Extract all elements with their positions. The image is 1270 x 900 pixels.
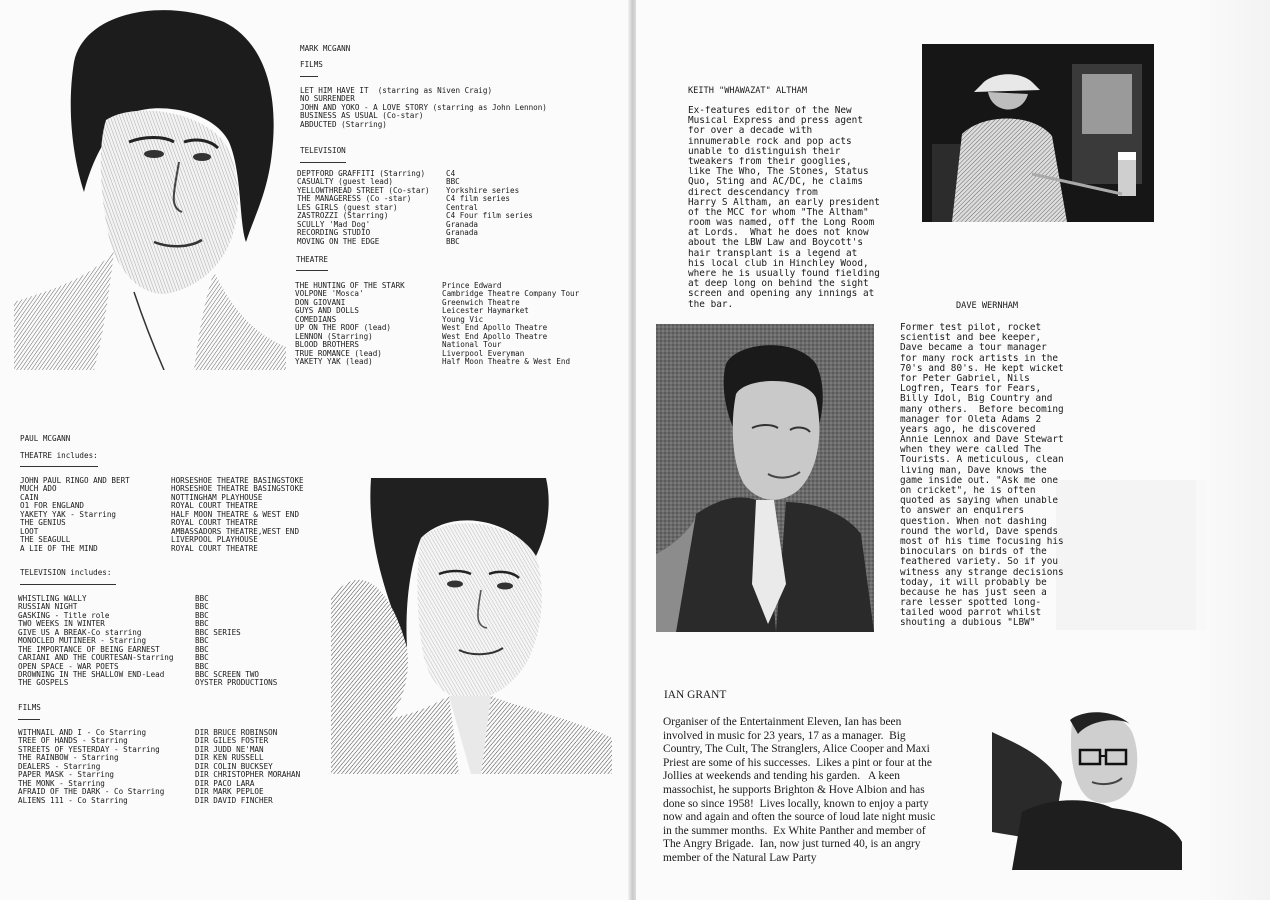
paul-theatre-heading: THEATRE includes:: [20, 451, 98, 460]
table-cell: LES GIRLS (guest star): [297, 203, 398, 212]
bio-line: question. When not dashing: [900, 516, 1047, 527]
bleed-through: [1196, 0, 1270, 900]
table-cell: Prince Edward: [442, 282, 502, 290]
mark-films-list: [300, 87, 547, 129]
paul-theatre-venues: [171, 477, 304, 553]
table-cell: Cambridge Theatre Company Tour: [442, 290, 580, 299]
table-cell: OPEN SPACE - WAR POETS: [18, 662, 119, 671]
table-cell: THE SEAGULL: [20, 536, 71, 545]
mark-theatre-titles: [295, 282, 405, 366]
divider: [300, 162, 346, 163]
bio-line: massochist, he supports Brighton & Hove Albion and has: [663, 783, 925, 796]
right-page: [636, 0, 1270, 900]
bio-line: Jollies at weekends and tending his garden. A keen: [663, 770, 900, 783]
table-cell: National Tour: [442, 341, 502, 350]
table-cell: ALIENS 111 - Co Starring: [18, 796, 128, 805]
table-cell: Half Moon Theatre & West End: [442, 357, 571, 366]
divider: [296, 270, 328, 271]
list-item: NO SURRENDER: [300, 95, 355, 104]
bio-line: of the MCC for whom "The Altham": [688, 207, 869, 218]
bio-line: screen and opening any innings at: [688, 289, 875, 300]
table-cell: THE MANAGERESS (Co -star): [297, 195, 412, 204]
bio-line: living man, Dave knows the: [900, 465, 1047, 476]
bio-line: many others. Before becoming: [900, 404, 1064, 415]
table-cell: BBC: [195, 595, 209, 603]
bio-line: now and again and often the source of loud late night music: [663, 811, 936, 824]
table-cell: O1 FOR ENGLAND: [20, 502, 85, 511]
bio-line: on cricket", he is often: [900, 486, 1036, 496]
table-cell: A LIE OF THE MIND: [20, 544, 98, 553]
table-cell: C4: [446, 170, 456, 178]
keith-altham-photo: [922, 44, 1154, 222]
table-cell: GIVE US A BREAK-Co starring: [18, 628, 142, 637]
table-cell: GUYS AND DOLLS: [295, 307, 360, 316]
divider: [20, 466, 98, 467]
table-cell: LOOT: [20, 527, 39, 536]
mark-mcgann-name: MARK MCGANN: [300, 44, 351, 53]
table-cell: THE GENIUS: [20, 519, 66, 528]
ian-grant-name: IAN GRANT: [664, 689, 727, 701]
table-cell: BBC SCREEN TWO: [195, 670, 260, 679]
bio-line: Ex-features editor of the New: [688, 106, 852, 116]
bio-line: in the summer months. Ex White Panther and member of: [663, 824, 926, 837]
bio-line: Billy Idol, Big Country and: [900, 394, 1053, 405]
table-cell: GASKING - Title role: [18, 611, 110, 620]
table-cell: Young Vic: [442, 315, 484, 324]
bio-line: manager for Oleta Adams 2: [900, 414, 1042, 425]
table-cell: West End Apollo Theatre: [442, 332, 548, 341]
bio-line: Former test pilot, rocket: [900, 323, 1042, 333]
dave-wernham-bio: [900, 323, 1064, 629]
table-cell: CARIANI AND THE COURTESAN-Starring: [18, 654, 174, 663]
table-cell: DIR BRUCE ROBINSON: [195, 729, 278, 737]
table-cell: DEPTFORD GRAFFITI (Starring): [297, 170, 426, 178]
bio-line: Musical Express and press agent: [688, 116, 863, 127]
bio-line: at Lords. What he does not know: [688, 228, 869, 239]
paul-theatre-titles: [20, 477, 130, 553]
table-cell: UP ON THE ROOF (lead): [295, 324, 392, 333]
bio-line: rare lesser spotted long-: [900, 598, 1042, 609]
table-cell: DIR COLIN BUCKSEY: [195, 762, 273, 771]
bio-line: Country, The Cult, The Stranglers, Alice Cooper and Maxi: [663, 743, 930, 756]
table-cell: WHISTLING WALLY: [18, 595, 87, 603]
paul-mcgann-name: PAUL MCGANN: [20, 434, 71, 443]
bio-line: unable to distinguish their: [688, 146, 841, 157]
table-cell: BBC: [195, 611, 209, 620]
table-cell: ROYAL COURT THEATRE: [171, 502, 258, 511]
left-page: [0, 0, 632, 900]
bio-line: involved in music for 23 years, 17 as a manager. Big: [663, 729, 906, 742]
table-cell: DROWNING IN THE SHALLOW END-Lead: [18, 670, 165, 679]
table-cell: LENNON (Starring): [295, 332, 373, 341]
table-cell: Central: [446, 203, 479, 212]
divider: [300, 76, 318, 77]
bio-line: witness any strange decisions: [900, 567, 1064, 578]
table-cell: AFRAID OF THE DARK - Co Starring: [18, 788, 165, 797]
table-cell: Liverpool Everyman: [442, 349, 525, 358]
ian-grant-photo: [992, 712, 1182, 870]
table-cell: SCULLY 'Mad Dog': [297, 220, 371, 229]
table-cell: BLOOD BROTHERS: [295, 341, 360, 350]
bleed-through: [1056, 480, 1206, 630]
table-cell: TWO WEEKS IN WINTER: [18, 620, 105, 629]
bio-line: 70's and 80's. He kept wicket: [900, 363, 1064, 374]
list-item: ABDUCTED (Starring): [300, 120, 387, 129]
table-cell: ROYAL COURT THEATRE: [171, 519, 258, 528]
table-cell: Greenwich Theatre: [442, 298, 520, 307]
list-item: JOHN AND YOKO - A LOVE STORY (starring as John Lennon): [300, 103, 547, 112]
table-cell: VOLPONE 'Mosca': [295, 290, 364, 299]
table-cell: BBC: [446, 178, 460, 187]
bio-line: at deep long on behind the sight: [688, 279, 869, 290]
divider: [18, 719, 40, 720]
mark-television-channels: [446, 170, 533, 246]
table-cell: DON GIOVANI: [295, 298, 346, 307]
table-cell: CASUALTY (guest lead): [297, 178, 394, 187]
bio-line: The Angry Brigade. Ian, now just turned 40, is an angry: [663, 838, 921, 851]
list-item: BUSINESS AS USUAL (Co-star): [300, 112, 424, 121]
bio-line: done so since 1958! Lives locally, known to enjoy a party: [663, 797, 929, 810]
bio-line: game inside out. "Ask me one: [900, 475, 1059, 486]
bio-line: most of his time focusing his: [900, 536, 1064, 547]
bio-line: Quo, Sting and AC/DC, he claims: [688, 177, 863, 188]
mark-films-heading: FILMS: [300, 60, 323, 69]
dave-wernham-name: DAVE WERNHAM: [956, 301, 1019, 311]
table-cell: Granada: [446, 220, 479, 229]
table-cell: BBC: [446, 237, 460, 246]
table-cell: TREE OF HANDS - Starring: [18, 737, 128, 746]
bio-line: Organiser of the Entertainment Eleven, Ian has been: [663, 716, 902, 728]
bio-line: Logfren, Tears for Fears,: [900, 384, 1042, 395]
paul-films-titles: [18, 729, 164, 805]
paul-films-directors: [195, 729, 300, 805]
bio-line: his local club in Hinchley Wood,: [688, 258, 869, 269]
table-cell: TRUE ROMANCE (lead): [295, 349, 382, 358]
divider: [20, 584, 116, 585]
table-cell: CAIN: [20, 493, 39, 502]
table-cell: DEALERS - Starring: [18, 762, 101, 771]
table-cell: MUCH ADO: [20, 485, 57, 494]
table-cell: STREETS OF YESTERDAY - Starring: [18, 745, 160, 754]
table-cell: BBC: [195, 637, 209, 646]
paul-films-heading: FILMS: [18, 703, 41, 712]
table-cell: Granada: [446, 229, 479, 238]
mark-theatre-venues: [442, 282, 579, 366]
bio-line: direct descendancy from: [688, 187, 818, 198]
mark-television-titles: [297, 170, 430, 246]
table-cell: ZASTROZZI (Starring): [297, 212, 389, 221]
paul-television-channels: [195, 595, 277, 688]
keith-altham-bio: [688, 106, 880, 310]
bio-line: for many rock artists in the: [900, 353, 1059, 364]
table-cell: HORSESHOE THEATRE BASINGSTOKE: [171, 485, 304, 494]
table-cell: BBC: [195, 620, 209, 629]
bio-line: round the world, Dave spends: [900, 526, 1059, 537]
table-cell: THE HUNTING OF THE STARK: [295, 282, 405, 290]
bio-line: Tourists. A meticulous, clean: [900, 455, 1064, 466]
table-cell: DIR KEN RUSSELL: [195, 754, 264, 763]
table-cell: DIR CHRISTOPHER MORAHAN: [195, 771, 301, 780]
table-cell: DIR MARK PEPLOE: [195, 788, 264, 797]
table-cell: NOTTINGHAM PLAYHOUSE: [171, 493, 263, 502]
bio-line: quoted as saying when unable: [900, 496, 1059, 507]
table-cell: THE GOSPELS: [18, 679, 69, 688]
table-cell: DIR DAVID FINCHER: [195, 796, 273, 805]
table-cell: OYSTER PRODUCTIONS: [195, 679, 278, 688]
bio-line: for Peter Gabriel, Nils: [900, 373, 1030, 384]
bio-line: years ago, he discovered: [900, 424, 1036, 435]
table-cell: PAPER MASK - Starring: [18, 771, 115, 780]
bio-line: where he is usually found fielding: [688, 269, 880, 279]
mark-theatre-heading: THEATRE: [296, 255, 329, 264]
table-cell: BBC: [195, 645, 209, 654]
table-cell: THE IMPORTANCE OF BEING EARNEST: [18, 645, 160, 654]
table-cell: RECORDING STUDIO: [297, 229, 371, 238]
mark-mcgann-photo: [14, 2, 286, 370]
bio-line: shouting a dubious "LBW": [900, 618, 1036, 629]
bio-line: Harry S Altham, an early president: [688, 197, 880, 208]
table-cell: DIR PACO LARA: [195, 779, 255, 788]
bio-line: the bar.: [688, 299, 734, 310]
bio-line: Priest are some of his successes. Likes a pint or four at the: [663, 756, 932, 769]
table-cell: Yorkshire series: [446, 186, 520, 195]
table-cell: YELLOWTHREAD STREET (Co-star): [297, 186, 430, 195]
bio-line: hair transplant is a legend at: [688, 248, 858, 259]
bio-line: because he has just seen a: [900, 587, 1047, 598]
bio-line: feathered variety. So if you: [900, 557, 1059, 568]
ian-grant-bio: [663, 716, 935, 866]
table-cell: RUSSIAN NIGHT: [18, 603, 78, 612]
table-cell: LIVERPOOL PLAYHOUSE: [171, 536, 258, 545]
bio-line: to answer an enquirers: [900, 506, 1025, 517]
table-cell: THE RAINBOW - Starring: [18, 754, 119, 763]
bio-line: tailed wood parrot whilst: [900, 608, 1042, 619]
table-cell: MOVING ON THE EDGE: [297, 237, 380, 246]
table-cell: BBC: [195, 662, 209, 671]
table-cell: West End Apollo Theatre: [442, 324, 548, 333]
paul-mcgann-photo: [331, 478, 612, 774]
bio-line: like The Who, The Stones, Status: [688, 167, 869, 178]
bio-line: for over a decade with: [688, 126, 813, 137]
bio-line: member of the Natural Law Party: [663, 851, 817, 864]
table-cell: BBC SERIES: [195, 628, 241, 637]
table-cell: YAKETY YAK (lead): [295, 357, 373, 366]
table-cell: YAKETY YAK - Starring: [20, 510, 117, 519]
table-cell: HALF MOON THEATRE & WEST END: [171, 510, 300, 519]
table-cell: DIR GILES FOSTER: [195, 737, 269, 746]
bio-line: about the LBW Law and Boycott's: [688, 238, 863, 249]
table-cell: HORSESHOE THEATRE BASINGSTOKE: [171, 477, 304, 485]
table-cell: AMBASSADORS THEATRE,WEST END: [171, 527, 300, 536]
paul-television-heading: TELEVISION includes:: [20, 568, 112, 577]
table-cell: MONOCLED MUTINEER - Starring: [18, 637, 147, 646]
bio-line: tweakers from their googlies,: [688, 156, 852, 167]
table-cell: BBC: [195, 603, 209, 612]
table-cell: DIR JUDD NE'MAN: [195, 745, 264, 754]
bio-line: when they were called The: [900, 445, 1042, 456]
table-cell: Leicester Haymarket: [442, 307, 529, 316]
bio-line: Dave became a tour manager: [900, 343, 1047, 354]
table-cell: JOHN PAUL RINGO AND BERT: [20, 477, 130, 485]
table-cell: COMEDIANS: [295, 315, 337, 324]
list-item: LET HIM HAVE IT (starring as Niven Craig): [300, 87, 493, 95]
bio-line: room was named, off the Long Room: [688, 218, 875, 229]
bio-line: innumerable rock and pop acts: [688, 136, 852, 147]
table-cell: C4 film series: [446, 195, 511, 204]
paul-television-titles: [18, 595, 173, 688]
dave-wernham-photo: [656, 324, 874, 632]
bio-line: Annie Lennox and Dave Stewart: [900, 435, 1064, 446]
table-cell: WITHNAIL AND I - Co Starring: [18, 729, 147, 737]
bio-line: binoculars on birds of the: [900, 547, 1047, 558]
bio-line: today, it will probably be: [900, 577, 1047, 588]
table-cell: THE MONK - Starring: [18, 779, 105, 788]
keith-altham-name: KEITH "WHAWAZAT" ALTHAM: [688, 86, 807, 96]
bio-line: scientist and bee keeper,: [900, 333, 1042, 344]
table-cell: C4 Four film series: [446, 212, 533, 221]
table-cell: ROYAL COURT THEATRE: [171, 544, 258, 553]
table-cell: BBC: [195, 654, 209, 663]
mark-television-heading: TELEVISION: [300, 146, 346, 155]
